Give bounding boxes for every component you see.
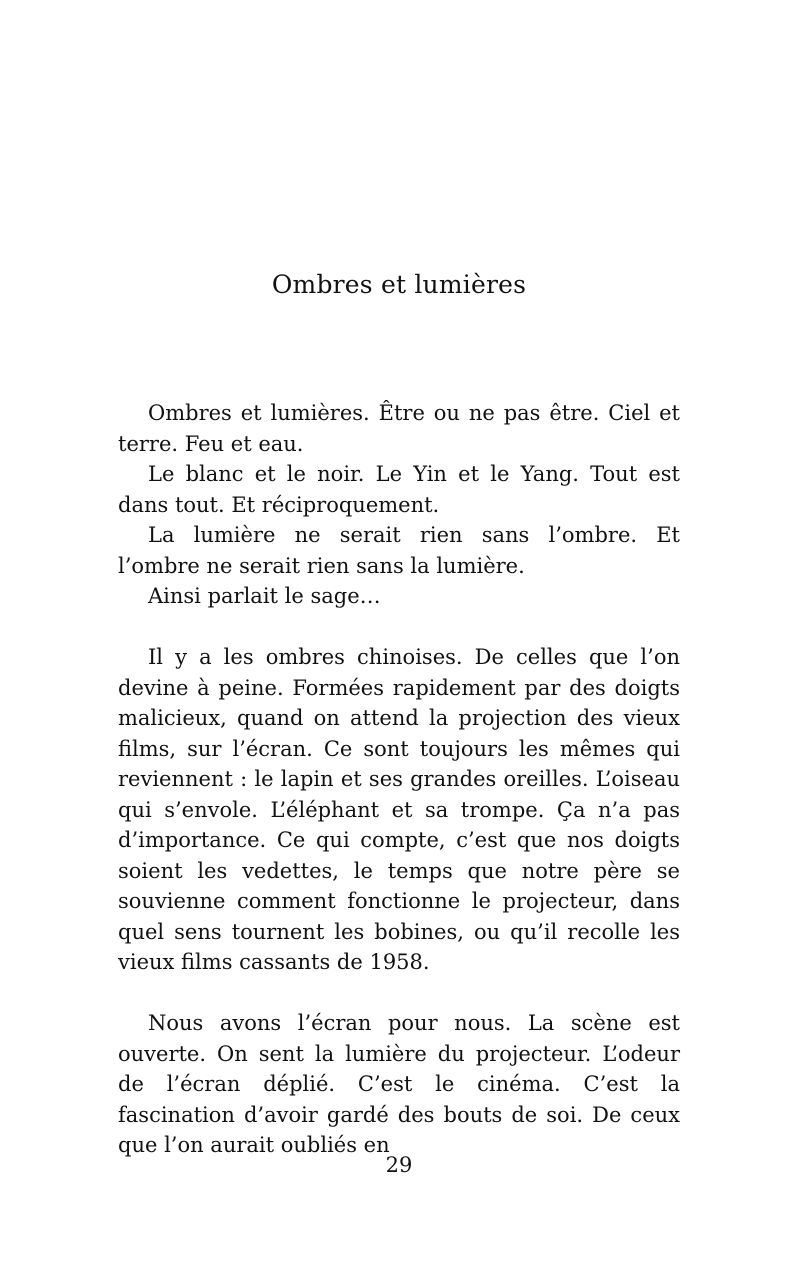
body-text — [118, 398, 680, 1161]
paragraph-4: Ainsi parlait le sage… — [148, 584, 381, 608]
page-number: 29 — [385, 1153, 413, 1177]
chapter-title: Ombres et lumières — [271, 270, 527, 299]
paragraph-5: Il y a les ombres chinoises. De celles que l’on devine à peine. Formées rapidement par des doigts malicieux, quand on attend la projection des vieux films, sur l’écran. Ce sont toujours les mêmes qui reviennent : le lapin et ses grandes oreilles. L’oiseau qui s’envole. L’éléphant et sa trompe. Ça n’a pas d’importance. Ce qui compte, c’est que nos doigts soient les vedettes, le temps que notre père se souvienne comment fonctionne le projecteur, dans quel sens tournent les bobines, ou qu’il recolle les vieux films cassants de 1958. — [118, 645, 680, 974]
paragraph-6: Nous avons l’écran pour nous. La scène est ouverte. On sent la lumière du projecteur. L’odeur de l’écran déplié. C’est le cinéma. C’est la fascination d’avoir gardé des bouts de soi. De ceux que l’on aurait oubliés en — [118, 1011, 680, 1157]
paragraph-3: La lumière ne serait rien sans l’ombre. Et l’ombre ne serait rien sans la lumière. — [118, 523, 680, 578]
paragraph-2: Le blanc et le noir. Le Yin et le Yang. Tout est dans tout. Et réciproquement. — [118, 462, 680, 517]
paragraph-1: Ombres et lumières. Être ou ne pas être. Ciel et terre. Feu et eau. — [118, 401, 680, 456]
